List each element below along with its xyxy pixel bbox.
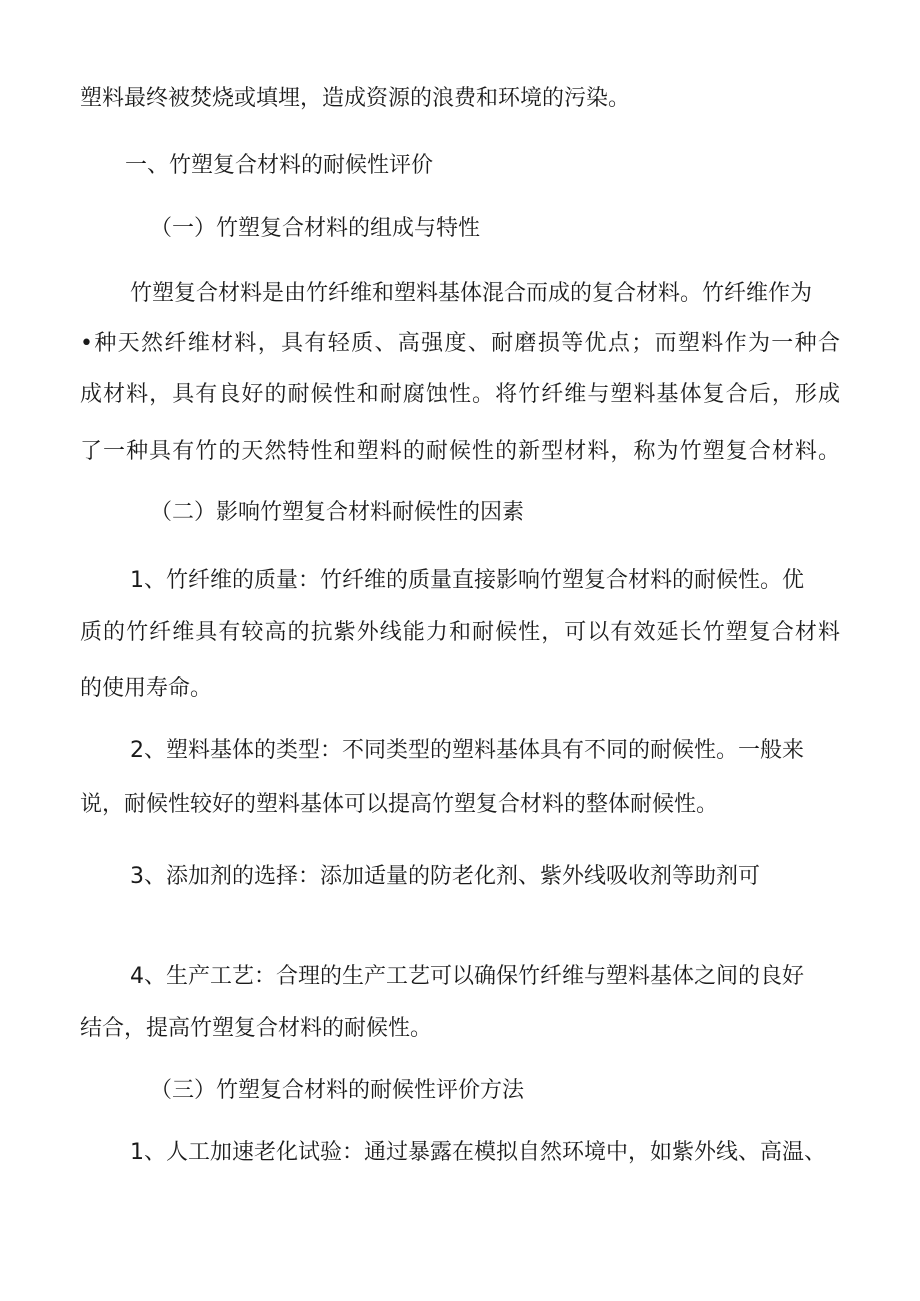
text-line: 2、塑料基体的类型：不同类型的塑料基体具有不同的耐候性。一般来 (130, 738, 804, 763)
text-line: 结合，提高竹塑复合材料的耐候性。 (80, 1016, 433, 1041)
text-line: 质的竹纤维具有较高的抗紫外线能力和耐候性，可以有效延长竹塑复合材料 (80, 620, 840, 645)
text-line: 塑料最终被焚烧或填埋，造成资源的浪费和环境的污染。 (80, 86, 631, 111)
section-heading: 一、竹塑复合材料的耐候性评价 (125, 153, 434, 178)
text-line: 成材料，具有良好的耐候性和耐腐蚀性。将竹纤维与塑料基体复合后，形成 (80, 382, 840, 407)
text-line: 说，耐候性较好的塑料基体可以提高竹塑复合材料的整体耐候性。 (80, 792, 719, 817)
subsection-heading: （二）影响竹塑复合材料耐候性的因素 (150, 500, 525, 525)
subsection-heading: （三）竹塑复合材料的耐候性评价方法 (150, 1078, 525, 1103)
text-line: 竹塑复合材料是由竹纤维和塑料基体混合而成的复合材料。竹纤维作为 (130, 281, 813, 306)
text-line: 1、竹纤维的质量：竹纤维的质量直接影响竹塑复合材料的耐候性。优 (130, 568, 804, 593)
text-line: •种天然纤维材料，具有轻质、高强度、耐磨损等优点；而塑料作为一种合 (80, 331, 840, 356)
text-line: 1、人工加速老化试验：通过暴露在模拟自然环境中，如紫外线、高温、 (130, 1140, 826, 1165)
text-line: 3、添加剂的选择：添加适量的防老化剂、紫外线吸收剂等助剂可 (130, 864, 760, 889)
subsection-heading: （一）竹塑复合材料的组成与特性 (150, 216, 481, 241)
text-line: 4、生产工艺：合理的生产工艺可以确保竹纤维与塑料基体之间的良好 (130, 964, 804, 989)
text-line: 的使用寿命。 (80, 676, 213, 701)
text-line: 了一种具有竹的天然特性和塑料的耐候性的新型材料，称为竹塑复合材料。 (80, 439, 840, 464)
